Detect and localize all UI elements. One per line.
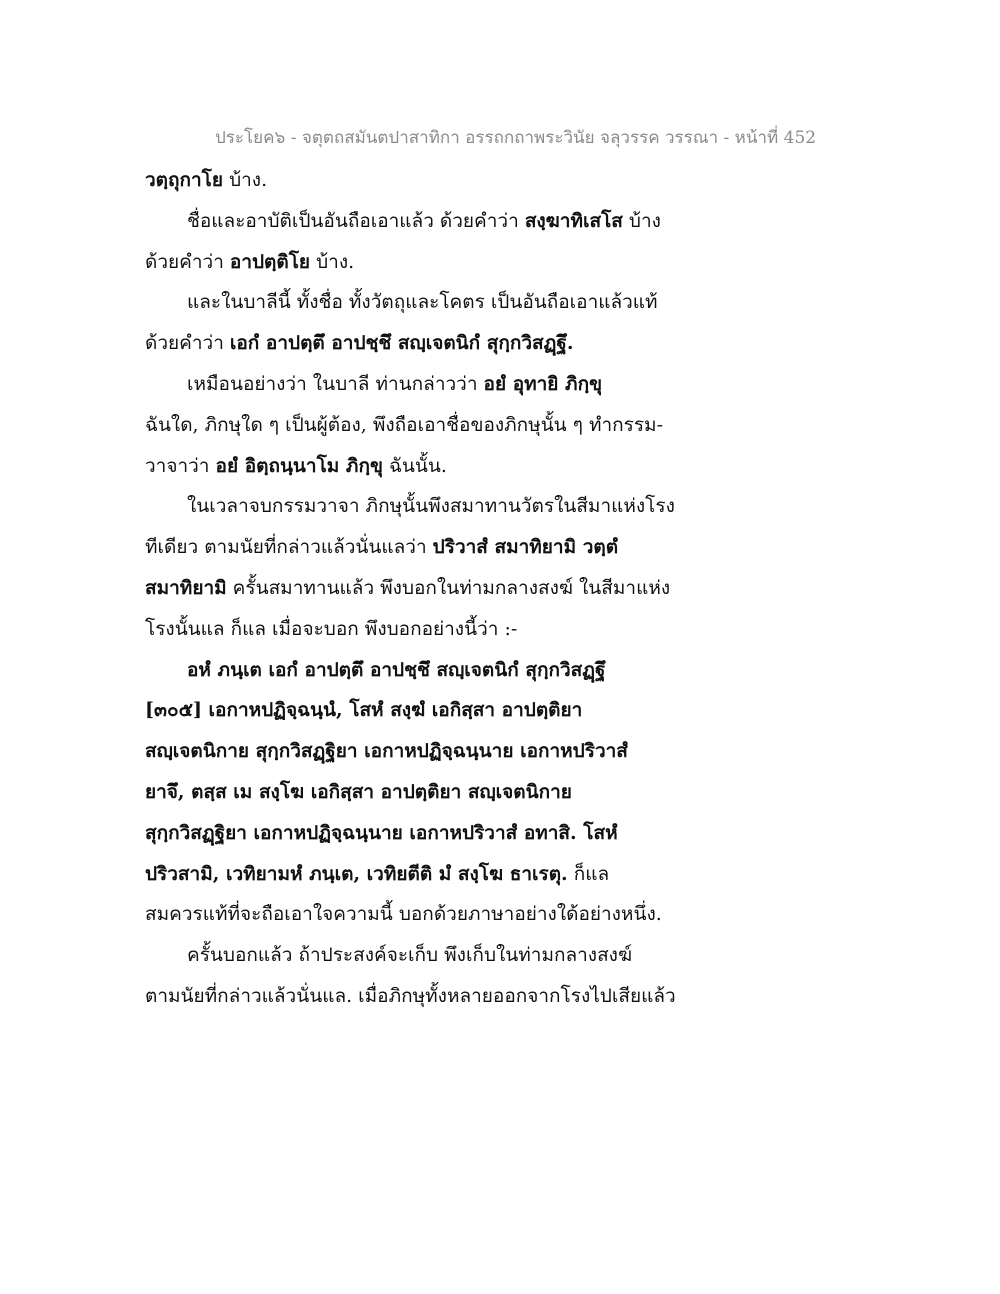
thai-text: ฉันนั้น.	[382, 454, 447, 477]
thai-text: และในบาลีนี้ ทั้งชื่อ ทั้งวัตถุและโคตร เป็นอันถือเอาแล้วแท้	[187, 291, 658, 314]
text-line	[145, 527, 705, 568]
thai-text: ด้วยคำว่า	[145, 250, 230, 273]
text-line	[145, 568, 705, 609]
text-line	[145, 160, 705, 201]
pali-text: สุกฺกวิสฏฺฐิยา เอกาหปฏิจฺฉนฺนาย เอกาหปริวาสํ อทาสิ. โสหํ	[145, 821, 618, 844]
pali-text: อยํ อิตฺถนฺนาโม ภิกฺขุ	[215, 454, 383, 477]
pali-text: วตฺถุกาโย	[145, 169, 224, 191]
text-line	[145, 813, 705, 854]
text-line	[145, 446, 705, 487]
text-line	[145, 650, 705, 691]
text-line	[145, 690, 705, 731]
thai-text: ฉันใด, ภิกษุใด ๆ เป็นผู้ต้อง, พึงถือเอาชื่อของภิกษุนั้น ๆ ทำกรรม-	[145, 413, 664, 436]
text-line	[145, 731, 705, 772]
pali-text: สมาทิยามิ	[145, 576, 227, 599]
text-line	[145, 486, 705, 527]
pali-text: ปริวสามิ, เวทิยามหํ ภนฺเต, เวทิยตีติ มํ สงฺโฆ ธาเรตุ.	[145, 862, 568, 885]
thai-text: ชื่อและอาบัติเป็นอันถือเอาแล้ว ด้วยคำว่า	[187, 209, 525, 232]
text-line	[145, 894, 705, 935]
page-header: ประโยค๖ - จตุตถสมันตปาสาทิกา อรรถกถาพระวินัย จลุวรรค วรรณา - หน้าที่ 452	[215, 128, 817, 148]
pali-text: สญฺเจตนิกาย สุกฺกวิสฏฺฐิยา เอกาหปฏิจฺฉนฺนาย เอกาหปริวาสํ	[145, 740, 628, 763]
pali-text: อยํ อุทายิ ภิกฺขุ	[483, 372, 603, 395]
text-line	[145, 609, 705, 650]
thai-text: ด้วยคำว่า	[145, 332, 230, 355]
pali-text: อาปตฺติโย	[229, 250, 311, 273]
text-line	[145, 976, 705, 1017]
pali-text: [๓๐๕] เอกาหปฏิจฺฉนฺนํ, โสหํ สงฺฆํ เอกิสฺสา อาปตฺติยา	[145, 699, 583, 722]
thai-text: สมควรแท้ที่จะถือเอาใจความนี้ บอกด้วยภาษาอย่างใด้อย่างหนึ่ง.	[145, 903, 662, 926]
pali-text: สงฺฆาทิเสโส	[524, 209, 623, 232]
text-line	[145, 323, 705, 364]
text-line	[145, 364, 705, 405]
pali-text: ยาจึ, ตสฺส เม สงฺโฆ เอกิสฺสา อาปตฺติยา สญฺเจตนิกาย	[145, 780, 572, 803]
text-line	[145, 242, 705, 283]
thai-text: วาจาว่า	[145, 454, 216, 477]
thai-text: ก็แล	[567, 862, 610, 885]
thai-text: บ้าง	[622, 209, 661, 232]
pali-text: เอกํ อาปตฺตึ อาปชฺชึ สญฺเจตนิกํ สุกฺกวิสฏฺฐึ.	[229, 332, 574, 355]
thai-text: โรงนั้นแล ก็แล เมื่อจะบอก พึงบอกอย่างนี้ว่า :-	[145, 617, 518, 640]
thai-text: บ้าง.	[310, 250, 355, 273]
pali-text: ปริวาสํ สมาทิยามิ วตฺตํ	[432, 536, 619, 559]
thai-text: เหมือนอย่างว่า ในบาลี ท่านกล่าวว่า	[187, 372, 484, 395]
text-line	[145, 201, 705, 242]
text-line	[145, 772, 705, 813]
thai-text: ทีเดียว ตามนัยที่กล่าวแล้วนั่นแลว่า	[145, 536, 433, 559]
body-text	[145, 160, 705, 1017]
thai-text: ตามนัยที่กล่าวแล้วนั่นแล. เมื่อภิกษุทั้งหลายออกจากโรงไปเสียแล้ว	[145, 984, 676, 1007]
text-line	[145, 405, 705, 446]
text-line	[145, 282, 705, 323]
thai-text: ในเวลาจบกรรมวาจา ภิกษุนั้นพึงสมาทานวัตรในสีมาแห่งโรง	[187, 495, 675, 518]
thai-text: ครั้นบอกแล้ว ถ้าประสงค์จะเก็บ พึงเก็บในท่ามกลางสงฆ์	[187, 944, 633, 967]
thai-text: บ้าง.	[223, 169, 268, 191]
pali-text: อหํ ภนฺเต เอกํ อาปตฺตึ อาปชฺชึ สญฺเจตนิกํ สุกฺกวิสฏฺฐึ	[187, 658, 606, 681]
text-line	[145, 935, 705, 976]
text-line	[145, 854, 705, 895]
thai-text: ครั้นสมาทานแล้ว พึงบอกในท่ามกลางสงฆ์ ในสีมาแห่ง	[226, 576, 671, 599]
